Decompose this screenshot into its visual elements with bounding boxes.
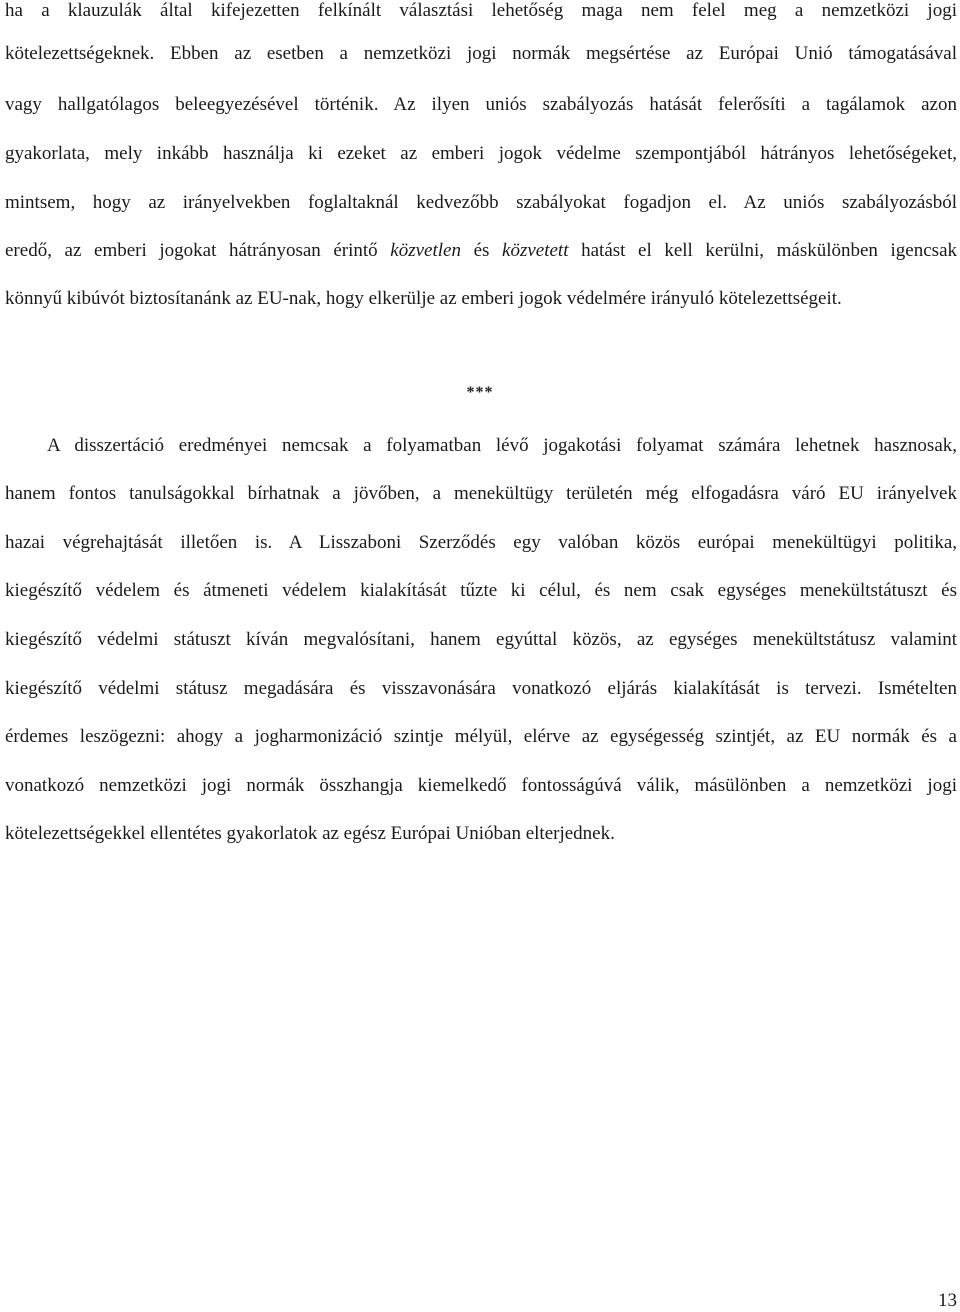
- paragraph1-line-2: kötelezettségeknek. Ebben az esetben a nemzetközi jogi normák megsértése az Európai Unió támogatásával: [5, 43, 957, 64]
- paragraph2-line-3: hazai végrehajtását illetően is. A Lisszaboni Szerződés egy valóban közös európai menekültügyi politika,: [5, 532, 957, 553]
- paragraph1-line-4: gyakorlata, mely inkább használja ki ezeket az emberi jogok védelme szempontjából hátrányos lehetőségeket,: [5, 143, 957, 164]
- paragraph1-line-3: vagy hallgatólagos beleegyezésével történik. Az ilyen uniós szabályozás hatását felerősíti a tagálamok azon: [5, 94, 957, 115]
- paragraph2-line-6: kiegészítő védelmi státusz megadására és visszavonására vonatkozó eljárás kialakítását is tervezi. Ismételten: [5, 678, 957, 699]
- paragraph2-line-5: kiegészítő védelmi státuszt kíván megvalósítani, hanem egyúttal közös, az egységes menekültstátusz valamint: [5, 629, 957, 650]
- line6-text-b: és: [460, 240, 503, 261]
- paragraph2-line-7: érdemes leszögezni: ahogy a jogharmonizáció szintje mélyül, elérve az egységesség szintjét, az EU normák és a: [5, 726, 957, 747]
- line6-text-c: hatást el kell kerülni, máskülönben igencsak: [568, 240, 958, 261]
- paragraph1-line-7: könnyű kibúvót biztosítanánk az EU-nak, hogy elkerülje az emberi jogok védelmére irányuló kötelezettségeit.: [5, 288, 842, 309]
- section-separator: ***: [466, 384, 494, 401]
- paragraph1-line-5: mintsem, hogy az irányelvekben foglaltaknál kedvezőbb szabályokat fogadjon el. Az uniós szabályozásból: [5, 192, 957, 213]
- paragraph2-line-4: kiegészítő védelem és átmeneti védelem kialakítását tűzte ki célul, és nem csak egységes menekültstátuszt és: [5, 580, 957, 601]
- paragraph2-line-8: vonatkozó nemzetközi jogi normák összhangja kiemelkedő fontosságúvá válik, másülönben a nemzetközi jogi: [5, 775, 957, 796]
- italic-term-kozvetett: közvetett: [502, 240, 569, 261]
- paragraph2-line-2: hanem fontos tanulságokkal bírhatnak a jövőben, a menekültügy területén még elfogadásra váró EU irányelvek: [5, 483, 957, 504]
- paragraph2-line-9: kötelezettségekkel ellentétes gyakorlatok az egész Európai Unióban elterjednek.: [5, 823, 615, 844]
- italic-term-kozvetlen: közvetlen: [390, 240, 461, 261]
- paragraph1-line-1: ha a klauzulák által kifejezetten felkínált választási lehetőség maga nem felel meg a nemzetközi jogi: [5, 0, 957, 21]
- paragraph1-line-6: [5, 240, 957, 262]
- paragraph2-line-1: A disszertáció eredményei nemcsak a folyamatban lévő jogakotási folyamat számára lehetnek hasznosak,: [47, 435, 957, 456]
- line6-text-a: eredő, az emberi jogokat hátrányosan érintő: [5, 240, 391, 261]
- page-number: 13: [938, 1290, 957, 1311]
